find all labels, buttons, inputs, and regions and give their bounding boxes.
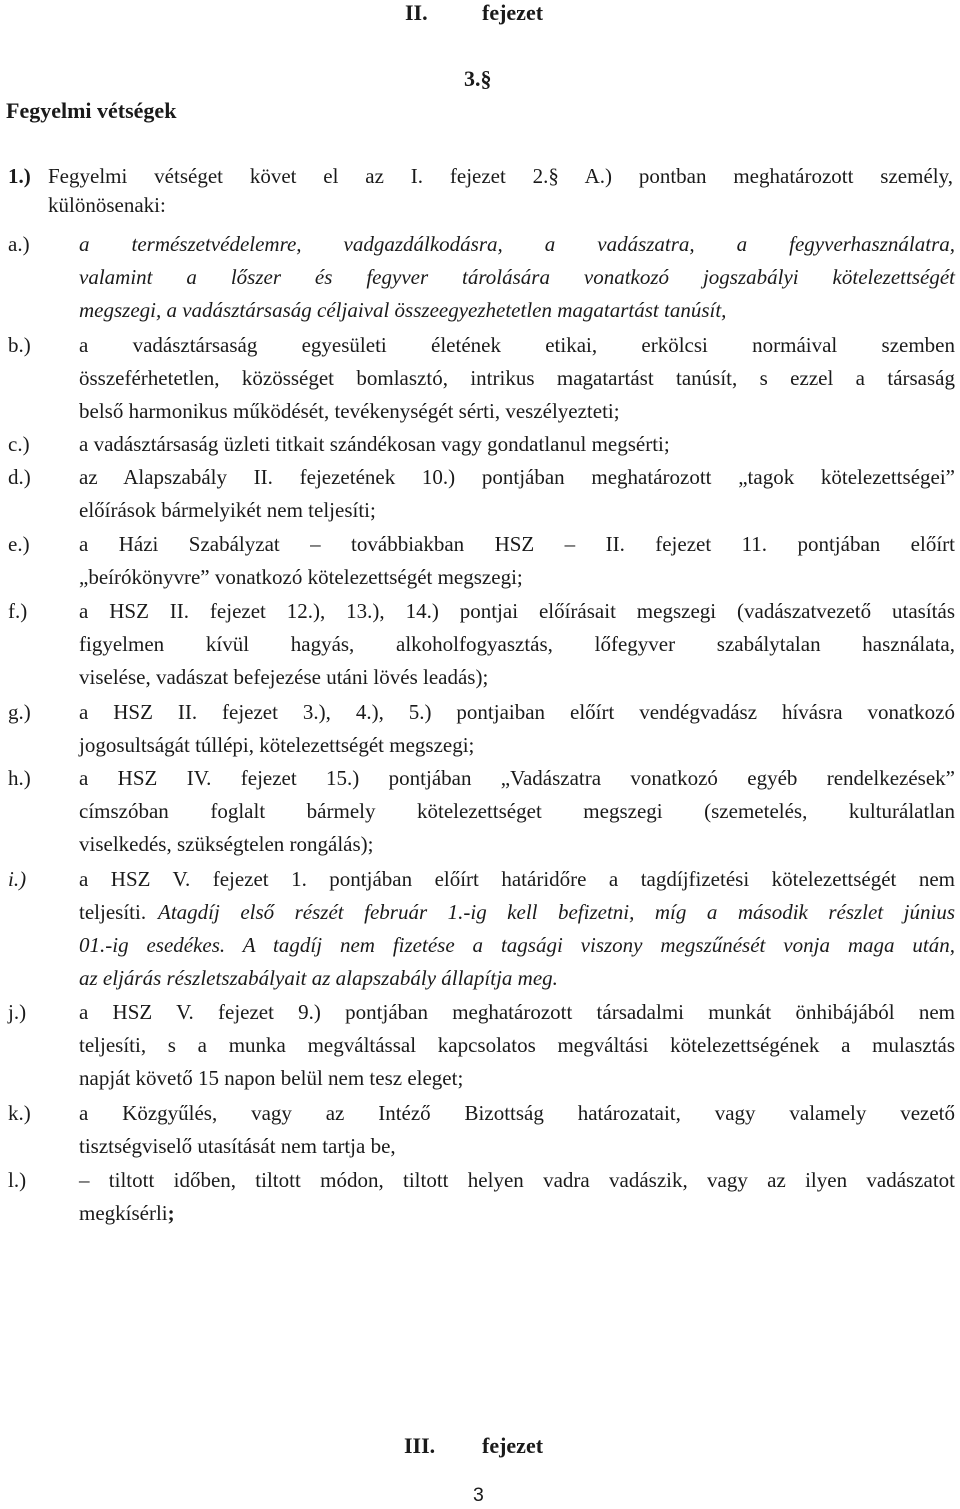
item-i-line-3: 01.-ig esedékes. A tagdíj nem fizetése a tagsági viszony megszűnését vonja maga után, (79, 933, 955, 957)
chapter-word: fejezet (482, 0, 544, 25)
item-l-line-2-text: megkísérli (79, 1201, 168, 1225)
page-number: 3 (473, 1484, 484, 1506)
item-h-line-1: a HSZ IV. fejezet 15.) pontjában „Vadászatra vonatkozó egyéb rendelkezések” (79, 766, 955, 790)
item-label-l: l.) (8, 1168, 27, 1192)
item-i-line-1: a HSZ V. fejezet 1. pontjában előírt határidőre a tagdíjfizetési kötelezettségét nem (79, 867, 955, 891)
item-l-line-2 (79, 1197, 955, 1230)
item-d-line-2: előírások bármelyikét nem teljesíti; (79, 498, 376, 522)
item-l-semicolon: ; (167, 1201, 175, 1225)
item-a-line-2: valamint a lőszer és fegyver tárolására vonatkozó jogszabályi kötelezettségét (79, 265, 955, 289)
next-chapter-roman: III. (404, 1433, 436, 1458)
item-e-line-2: „beírókönyvre” vonatkozó kötelezettségét megszegi; (79, 565, 523, 589)
item-b-line-2: összeférhetetlen, közösséget bomlasztó, intrikus magatartást tanúsít, s ezzel a társaság (79, 366, 955, 390)
item-d-line-1: az Alapszabály II. fejezetének 10.) pontjában meghatározott „tagok kötelezettségei” (79, 465, 955, 489)
section-number: 3.§ (464, 66, 492, 91)
item-k-line-1: a Közgyűlés, vagy az Intéző Bizottság határozatait, vagy valamely vezető (79, 1101, 955, 1125)
item-label-i: i.) (8, 867, 27, 891)
item-f-line-2: figyelmen kívül hagyás, alkoholfogyasztás, lőfegyver szabálytalan használata, (79, 632, 955, 656)
item-label-c: c.) (8, 432, 30, 456)
item-c-line-1: a vadásztársaság üzleti titkait szándékosan vagy gondatlanul megsérti; (79, 432, 670, 456)
item-label-k: k.) (8, 1101, 31, 1125)
item-label-d: d.) (8, 465, 31, 489)
item-j-line-3: napját követő 15 napon belül nem tesz eleget; (79, 1066, 464, 1090)
item-g-line-2: jogosultságát túllépi, kötelezettségét megszegi; (79, 733, 475, 757)
next-chapter-word: fejezet (482, 1433, 544, 1458)
item-f-line-1: a HSZ II. fejezet 12.), 13.), 14.) pontjai előírásait megszegi (vadászatvezető utasítás (79, 599, 955, 623)
item-f-line-3: viselése, vadászat befejezése utáni lövés leadás); (79, 665, 489, 689)
item-h-line-2: címszóban foglalt bármely kötelezettséget megszegi (szemetelés, kulturálatlan (79, 799, 955, 823)
item-a-line-1: a természetvédelemre, vadgazdálkodásra, a vadászatra, a fegyverhasználatra, (79, 232, 955, 256)
item-label-j: j.) (8, 1000, 27, 1024)
item-i-line-4: az eljárás részletszabályait az alapszabály állapítja meg. (79, 966, 558, 990)
item-i-line-2-italic: Atagdíj első részét február 1.-ig kell befizetni, míg a második részlet június (158, 900, 955, 924)
item-a-line-3: megszegi, a vadásztársaság céljaival összeegyezhetetlen magatartást tanúsít, (79, 298, 727, 322)
item-l-line-1: – tiltott időben, tiltott módon, tiltott helyen vadra vadászik, vagy az ilyen vadászatot (79, 1168, 955, 1192)
item-e-line-1: a Házi Szabályzat – továbbiakban HSZ – II. fejezet 11. pontjában előírt (79, 532, 955, 556)
intro-line-2: különösenaki: (48, 193, 166, 217)
item-j-line-2: teljesíti, s a munka megváltással kapcsolatos megváltási kötelezettségének a mulasztás (79, 1033, 955, 1057)
chapter-roman: II. (405, 0, 428, 25)
item-label-b: b.) (8, 333, 31, 357)
item-b-line-1: a vadásztársaság egyesületi életének etikai, erkölcsi normáival szemben (79, 333, 955, 357)
item-j-line-1: a HSZ V. fejezet 9.) pontjában meghatározott társadalmi munkát önhibájából nem (79, 1000, 955, 1024)
item-h-line-3: viselkedés, szükségtelen rongálás); (79, 832, 374, 856)
item-k-line-2: tisztségviselő utasítását nem tartja be, (79, 1134, 396, 1158)
item-g-line-1: a HSZ II. fejezet 3.), 4.), 5.) pontjaiban előírt vendégvadász hívásra vonatkozó (79, 700, 955, 724)
intro-number: 1.) (8, 164, 31, 188)
item-b-line-3: belső harmonikus működését, tevékenységét sérti, veszélyezteti; (79, 399, 620, 423)
item-label-f: f.) (8, 599, 28, 623)
item-label-h: h.) (8, 766, 31, 790)
item-label-a: a.) (8, 232, 30, 256)
section-title: Fegyelmi vétségek (6, 98, 177, 123)
intro-line-1: Fegyelmi vétséget követ el az I. fejezet 2.§ A.) pontban meghatározott személy, (48, 164, 953, 188)
item-i-line-2: teljesíti. (79, 900, 147, 924)
item-label-g: g.) (8, 700, 31, 724)
item-label-e: e.) (8, 532, 30, 556)
